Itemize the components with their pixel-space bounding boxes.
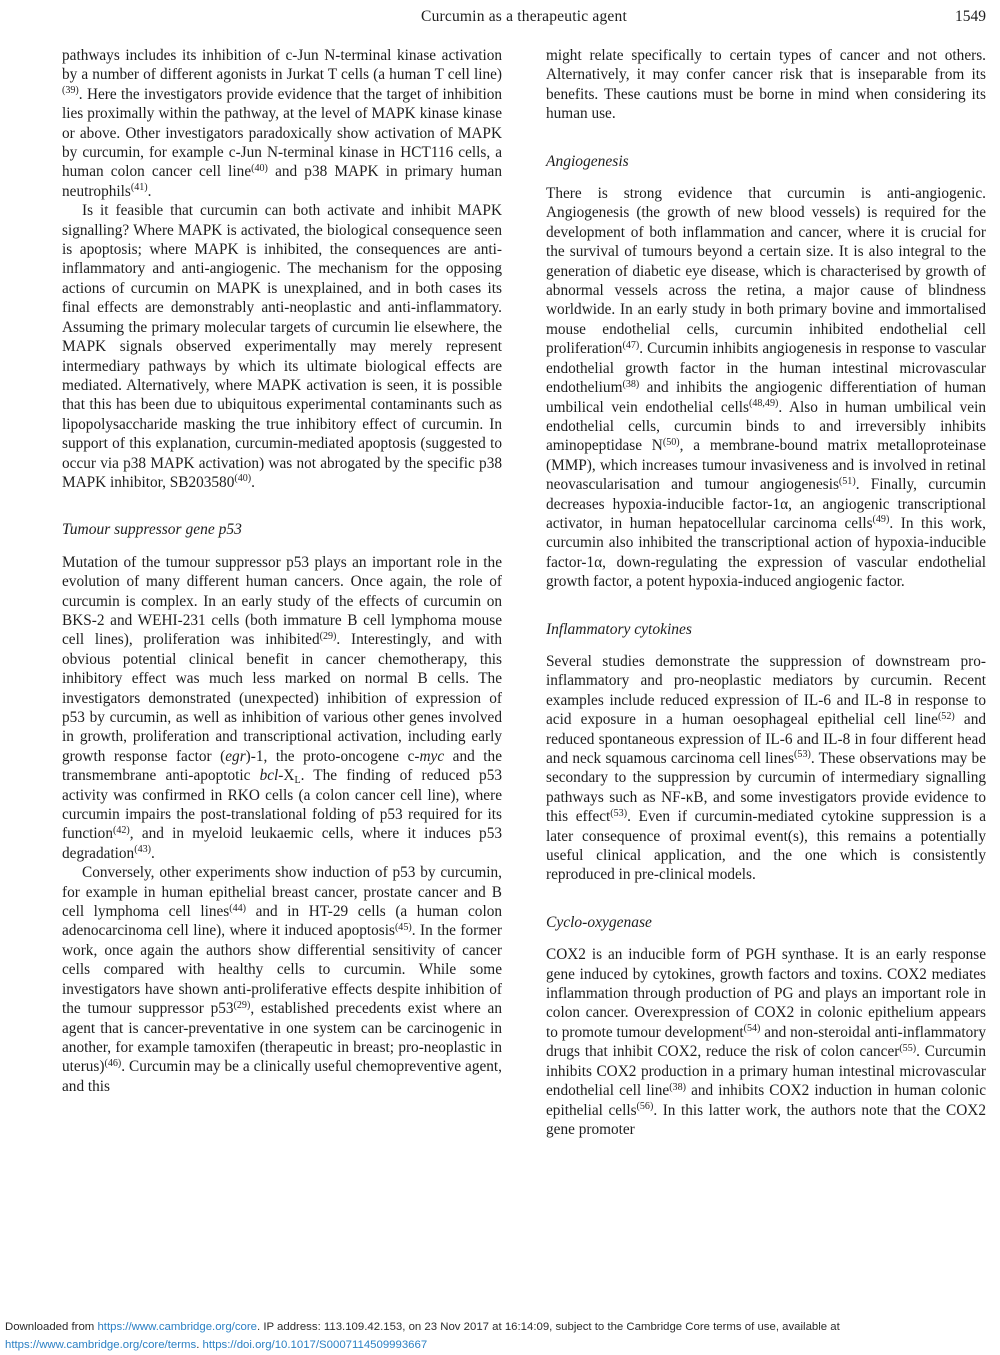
section-heading: Inflammatory cytokines (546, 620, 692, 638)
left-column (62, 46, 502, 1139)
article-body (62, 46, 986, 1139)
body-paragraph: Is it feasible that curcumin can both activate and inhibit MAPK signalling? Where MAPK is activated, the biological consequence seen is apoptosis; where MAPK is inhibited, the consequences are anti-inflammatory and anti-angiogenic. The mechanism for the opposing actions of curcumin on MAPK is unexplained, and in both cases its final effects are demonstrably anti-neoplastic and anti-inflammatory. Assuming the primary molecular targets of curcumin lie elsewhere, the MAPK signals observed experimentally may merely represent intermediary pathways by which its ultimate biological effects are mediated. Alternatively, where MAPK activation is seen, it is possible that this has been due to ubiquitous experimental contaminants such as lipopolysaccharide masking the true inhibitory effect of curcumin. In support of this explanation, curcumin-mediated apoptosis (suggested to occur via p38 MAPK activation) was not abrogated by the specific p38 MAPK inhibitor, SB203580$^{(40)}$. (62, 202, 502, 491)
body-paragraph: There is strong evidence that curcumin is anti-angiogenic. Angiogenesis (the growth of new blood vessels) is required for the development of both inflammation and cancer, where it is crucial for the survival of tumours beyond a certain size. It is also integral to the generation of diabetic eye disease, which is characterised by growth of abnormal vessels across the retina, a major cause of blindness worldwide. In an early study in both primary bovine and immortalised mouse endothelial cells, curcumin inhibited endothelial cell proliferation$^{(47)}$. Curcumin inhibits angiogenesis in response to vascular endothelial growth factor in the human intestinal microvascular endothelium$^{(38)}$ and inhibits the angiogenic differentiation of human umbilical vein endothelial cells$^{(48,49)}$. Also in human umbilical vein endothelial cells, curcumin binds to and irreversibly inhibits aminopeptidase $N^{(50)}$, a membrane-bound matrix metalloproteinase (MMP), which increases tumour invasiveness and is involved in retinal neovascularisation and tumour angiogenesis$^{(51)}$. Finally, curcumin decreases hypoxia-inducible factor-1α, an angiogenic transcriptional activator, in human hepatocellular carcinoma cells$^{(49)}$. In this work, curcumin also inhibited the transcriptional action of hypoxia-inducible factor-1α, down-regulating the expression of vascular endothelial growth factor, a potent hypoxia-induced angiogenic factor. (546, 185, 986, 591)
footer-text: . (196, 1339, 203, 1351)
body-paragraph: pathways includes its inhibition of c-Jun N-terminal kinase activation by a number of different agonists in Jurkat T cells (a human T cell line)$^{(39)}$. Here the investigators provide evidence that the target of inhibition lies proximally within the pathway, at the level of MAPK kinase kinase or above. Other investigators paradoxically show activation of MAPK by curcumin, for example c-Jun N-terminal kinase in HCT116 cells, a human colon cancer cell line$^{(40)}$ and p38 MAPK in primary human neutrophils$^{(41)}$. (62, 47, 502, 200)
section-heading: Angiogenesis (546, 152, 629, 170)
right-column (546, 46, 986, 1139)
footer-line-1 (5, 1318, 995, 1336)
download-notice (5, 1318, 995, 1354)
body-paragraph: Several studies demonstrate the suppression of downstream pro-inflammatory and pro-neoplastic mediators by curcumin. Recent examples include reduced expression of IL-6 and IL-8 in response to acid exposure in a human oesophageal epithelial cell line$^{(52)}$ and reduced spontaneous expression of IL-6 and IL-8 in four different head and neck squamous carcinoma cell lines$^{(53)}$. These observations may be secondary to the suppression by curcumin of intermediary signalling pathways such as NF-κB, and some investigators provide evidence to this effect$^{(53)}$. Even if curcumin-mediated cytokine suppression is a later consequence of proximal event(s), this remains a potentially useful clinical application, and the one which is consistently reproduced in pre-clinical models. (546, 652, 986, 884)
section-heading: Tumour suppressor gene p53 (62, 521, 242, 539)
running-title: Curcumin as a therapeutic agent (421, 8, 627, 25)
footer-text: Downloaded from (5, 1321, 98, 1333)
body-paragraph: might relate specifically to certain types of cancer and not others. Alternatively, it may confer cancer risk that is inseparable from its benefits. These cautions must be borne in mind when considering its human use. (546, 47, 986, 123)
footer-text: . IP address: 113.109.42.153, on 23 Nov 2017 at 16:14:09, subject to the Cambridge Core terms of use, available at (257, 1321, 840, 1333)
body-paragraph: Conversely, other experiments show induction of p53 by curcumin, for example in human epithelial breast cancer, prostate cancer and B cell lymphoma cell lines$^{(44)}$ and in HT-29 cells (a human colon adenocarcinoma cell line), where it induced apoptosis$^{(45)}$. In the former work, once again the authors show differential sensitivity of cancer cells compared with healthy cells to curcumin. While some investigators have shown anti-proliferative effects despite inhibition of the tumour suppressor p53$^{(29)}$, established precedents exist where an agent that is cancer-preventative in one system can be carcinogenic in another, for example tamoxifen (therapeutic in breast; pro-neoplastic in uterus)$^{(46)}$. Curcumin may be a clinically useful chemopreventive agent, and this (62, 864, 503, 1095)
footer-link[interactable]: https://www.cambridge.org/core/terms (5, 1339, 197, 1351)
body-paragraph: COX2 is an inducible form of PGH synthase. It is an early response gene induced by cytokines, growth factors and toxins. COX2 mediates inflammation through production of PG and plays an important role in colon cancer. Overexpression of COX2 in colonic epithelium appears to promote tumour development$^{(54)}$ and non-steroidal anti-inflammatory drugs that inhibit COX2, reduce the risk of colon cancer$^{(55)}$. Curcumin inhibits COX2 production in a primary human intestinal microvascular endothelial cell line$^{(38)}$ and inhibits COX2 induction in human colonic epithelial cells$^{(56)}$. In this latter work, the authors note that the COX2 gene promoter (546, 946, 986, 1138)
section-heading: Cyclo-oxygenase (546, 913, 652, 931)
footer-line-2 (5, 1336, 995, 1354)
page-number: 1549 (955, 8, 986, 25)
page-header (62, 7, 986, 26)
body-paragraph: Mutation of the tumour suppressor p53 plays an important role in the evolution of many different human cancers. Once again, the role of curcumin is complex. In an early study of the effects of curcumin on BKS-2 and WEHI-231 cells (both immature B cell lymphoma mouse cell lines), proliferation was inhibited$^{(29)}$. Interestingly, and with obvious potential clinical benefit in cancer chemotherapy, this inhibitory effect was much less marked on normal B cells. The investigators demonstrated (unexpected) inhibition of expression of p53 by curcumin, as well as inhibition of various other genes involved in growth, proliferation and transcriptional activation, including early growth response factor (egr)-1, the proto-oncogene c-myc and the transmembrane anti-apoptotic bcl-$X_L$. The finding of reduced p53 activity was confirmed in RKO cells (a colon cancer cell line), where curcumin impairs the post-translational folding of p53 required for its function$^{(42)}$, and in myeloid leukaemic cells, where it induces p53 degradation$^{(43)}$. (62, 553, 503, 862)
footer-link[interactable]: https://doi.org/10.1017/S0007114509993667 (202, 1339, 428, 1351)
footer-link[interactable]: https://www.cambridge.org/core (97, 1321, 257, 1333)
